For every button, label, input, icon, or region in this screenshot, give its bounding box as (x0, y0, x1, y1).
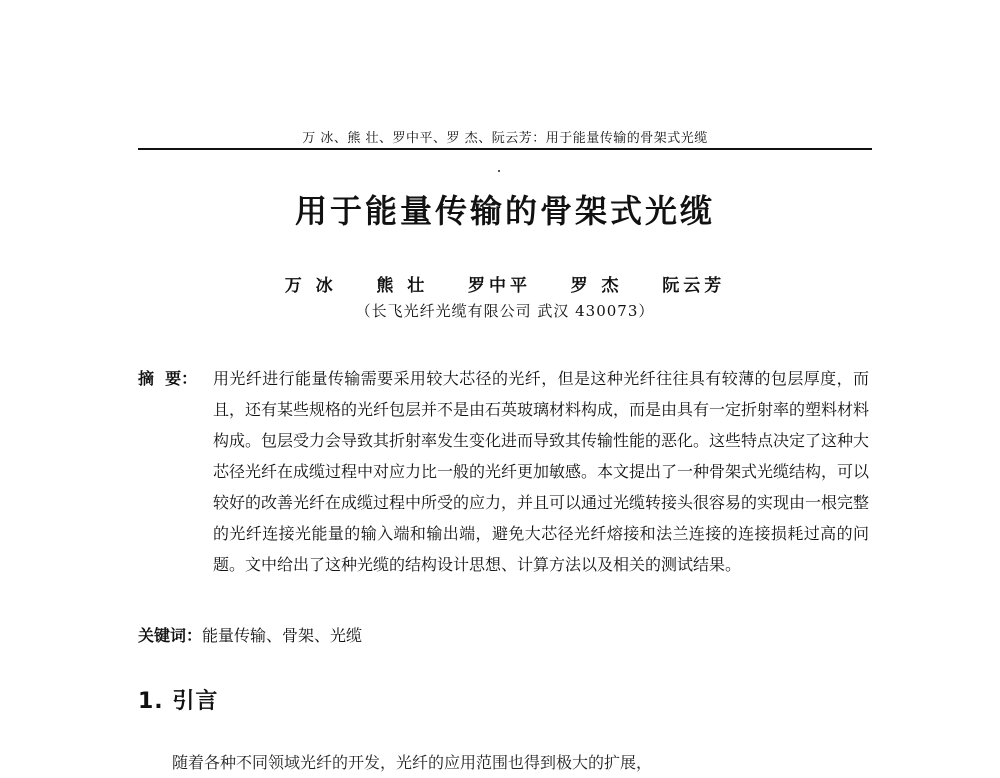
scan-speck (498, 170, 500, 172)
affiliation: （长飞光纤光缆有限公司 武汉 430073） (355, 302, 655, 320)
keywords-label: 关键词： (138, 626, 203, 645)
abstract-body: 用光纤进行能量传输需要采用较大芯径的光纤，但是这种光纤往往具有较薄的包层厚度，而且，还有某些规格的光纤包层并不是由石英玻璃材料构成，而是由具有一定折射率的塑料材料构成。包层受力会导致其折射率发生变化进而导致其传输性能的恶化。这些特点决定了这种大芯径光纤在成缆过程中对应力比一般的光纤更加敏感。本文提出了一种骨架式光缆结构，可以较好的改善光纤在成缆过程中所受的应力，并且可以通过光缆转接头很容易的实现由一根完整的光纤连接光能量的输入端和输出端，避免大芯径光纤熔接和法兰连接的连接损耗过高的问题。文中给出了这种光缆的结构设计思想、计算方法以及相关的测试结果。 (213, 369, 870, 574)
keywords-text: 能量传输、骨架、光缆 (202, 626, 363, 645)
running-header: 万 冰、熊 壮、罗中平、罗 杰、阮云芳：用于能量传输的骨架式光缆 (302, 131, 708, 146)
abstract-label: 摘 要： (138, 369, 198, 388)
cutoff-body-line: 随着各种不同领域光纤的开发，光纤的应用范围也得到极大的扩展， (172, 753, 653, 772)
paper-title: 用于能量传输的骨架式光缆 (294, 192, 715, 230)
keywords (138, 623, 362, 646)
header-rule (138, 148, 872, 150)
section-heading: 1. 引言 (138, 689, 219, 714)
author-list: 万 冰 熊 壮 罗中平 罗 杰 阮云芳 (284, 276, 726, 296)
